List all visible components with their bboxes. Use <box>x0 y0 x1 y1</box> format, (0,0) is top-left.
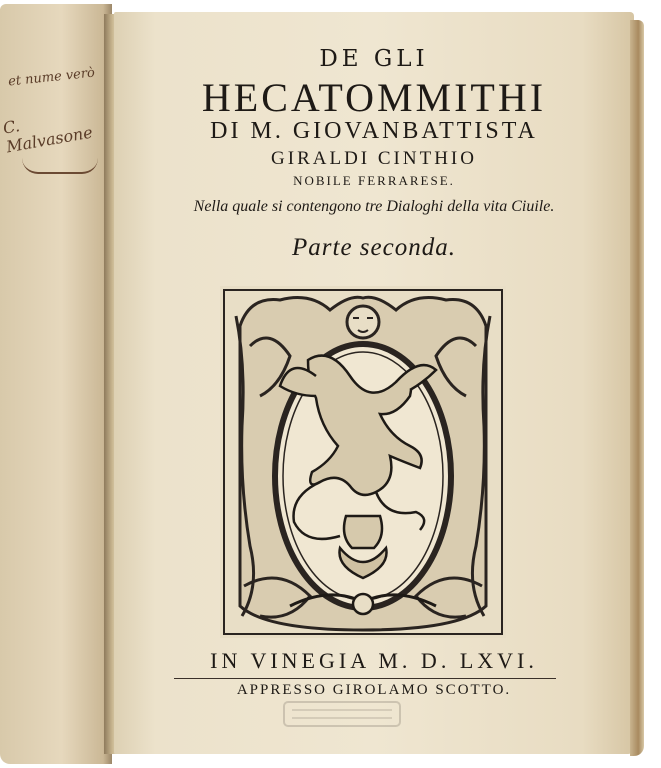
author-line: DI M. GIOVANBATTISTA <box>210 118 538 144</box>
library-stamp-icon <box>282 700 402 728</box>
author-name: GIRALDI CINTHIO <box>271 148 477 169</box>
printer-line: APPRESSO GIROLAMO SCOTTO. <box>236 682 512 698</box>
subtitle: Nella quale si contengono tre Dialoghi della vita Ciuile. <box>193 198 555 215</box>
inscription-line-2: C. Malvasone <box>1 116 94 157</box>
part-title: Parte seconda. <box>292 234 456 261</box>
title-line-de-gli: DE GLI <box>319 46 429 72</box>
manuscript-inscription <box>1 65 104 190</box>
author-origin: NOBILE FERRARESE. <box>293 173 455 188</box>
main-title: HECATOMMITHI <box>201 75 547 120</box>
inscription-line-1: et nume verò <box>7 65 96 90</box>
imprint-rule <box>174 678 556 679</box>
imprint-line: IN VINEGIA M. D. LXVI. <box>210 648 538 673</box>
printer-device-griffin-woodcut-icon <box>220 286 506 638</box>
inscription-flourish <box>22 158 98 174</box>
